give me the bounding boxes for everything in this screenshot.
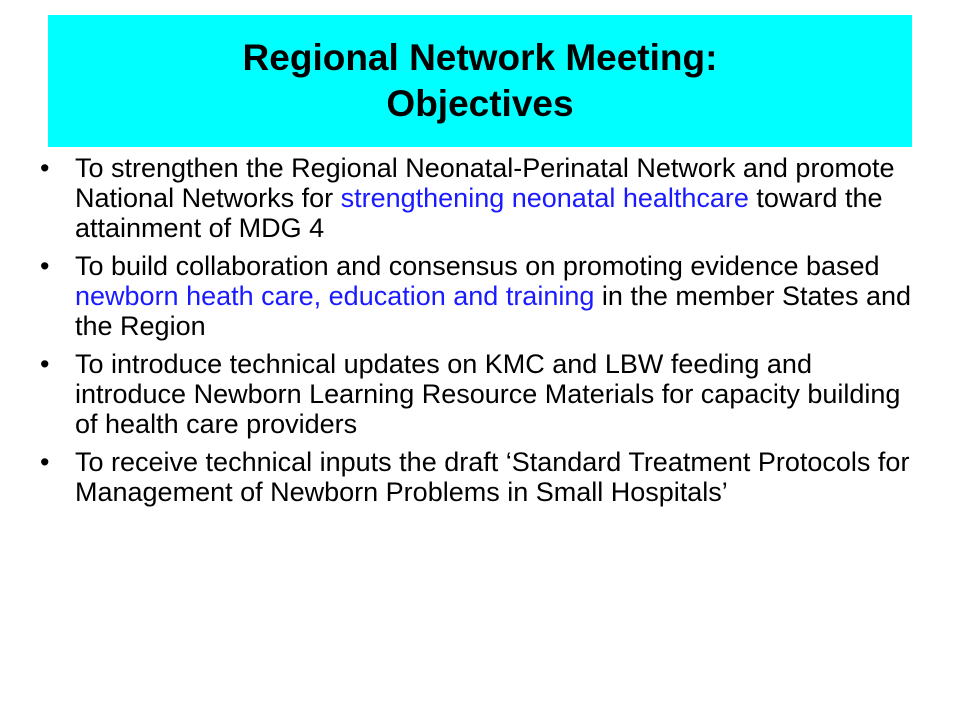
objective-2-highlight: newborn heath care, education and training [75, 281, 595, 311]
objective-item-4 [40, 447, 920, 507]
objective-2-text-end: in the member States and the Region [75, 281, 912, 341]
bullet-dot-icon: • [40, 349, 50, 379]
slide-title-banner [48, 15, 912, 147]
bullet-dot-icon: • [40, 447, 50, 477]
bullet-dot-icon: • [40, 251, 50, 281]
objective-1-highlight: strengthening neonatal healthcare [340, 183, 749, 213]
objective-3-text: To introduce technical updates on KMC and LBW feeding and introduce Newborn Learning Resource Materials for capacity building of health care providers [75, 349, 901, 439]
objectives-list [40, 153, 920, 515]
objective-item-3 [40, 349, 920, 439]
objective-4-text: To receive technical inputs the draft ‘Standard Treatment Protocols for Management of Newborn Problems in Small Hospitals’ [75, 447, 910, 507]
slide-title-line-2: Objectives [386, 83, 574, 124]
objective-item-2 [40, 251, 920, 341]
slide-title-line-1: Regional Network Meeting: [242, 37, 718, 78]
objective-1-text-end: toward the attainment of MDG 4 [75, 183, 883, 243]
objective-item-1 [40, 153, 920, 243]
bullet-dot-icon: • [40, 153, 50, 183]
objective-1-text: To strengthen the Regional Neonatal-Perinatal Network and promote National Networks for [75, 153, 895, 213]
objective-2-text: To build collaboration and consensus on promoting evidence based [75, 251, 880, 281]
